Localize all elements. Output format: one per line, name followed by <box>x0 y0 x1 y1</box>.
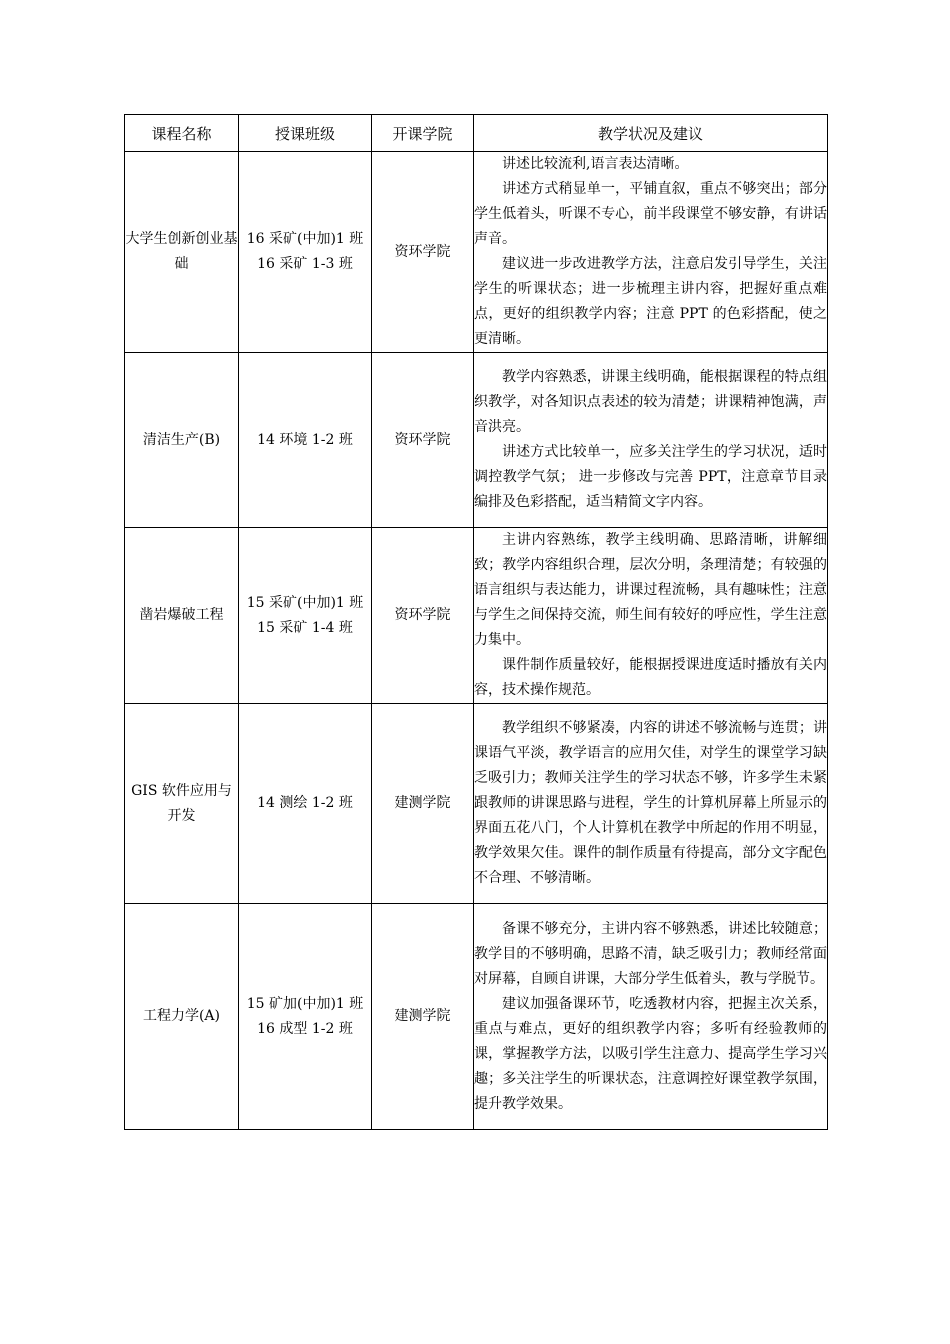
header-course-name: 课程名称 <box>125 115 239 152</box>
comment-paragraph: 主讲内容熟练，教学主线明确、思路清晰，讲解细致；教学内容组织合理，层次分明，条理清楚；有较强的语言组织与表达能力，讲课过程流畅，具有趣味性；注意与学生之间保持交流，师生间有较好的呼应性，学生注意力集中。 <box>474 532 827 648</box>
teaching-evaluation-table <box>124 114 828 1130</box>
comments-cell <box>474 152 828 353</box>
comments-cell <box>474 904 828 1130</box>
classes-cell <box>239 152 372 353</box>
table-row <box>125 353 828 528</box>
header-row <box>125 115 828 152</box>
table-row <box>125 904 828 1130</box>
table-row <box>125 528 828 704</box>
comment-paragraph: 讲述方式稍显单一，平铺直叙，重点不够突出；部分学生低着头，听课不专心，前半段课堂不够安静，有讲话声音。 <box>474 181 827 247</box>
comments-cell <box>474 353 828 528</box>
comment-paragraph: 备课不够充分，主讲内容不够熟悉，讲述比较随意；教学目的不够明确，思路不清，缺乏吸引力；教师经常面对屏幕，自顾自讲课，大部分学生低着头，教与学脱节。 <box>474 920 827 987</box>
classes-cell <box>239 904 372 1130</box>
comment-paragraph: 教学内容熟悉，讲课主线明确，能根据课程的特点组织教学，对各知识点表述的较为清楚；讲课精神饱满，声音洪亮。 <box>474 369 827 435</box>
comment-paragraph: 课件制作质量较好，能根据授课进度适时播放有关内容，技术操作规范。 <box>474 657 827 698</box>
comment-paragraph: 建议进一步改进教学方法，注意启发引导学生，关注学生的听课状态；进一步梳理主讲内容，把握好重点难点，更好的组织教学内容；注意 PPT 的色彩搭配，使之更清晰。 <box>474 256 827 347</box>
comments-cell <box>474 704 828 904</box>
classes-cell <box>239 704 372 904</box>
college-cell: 资环学院 <box>372 528 474 704</box>
class-item: 15 采矿 1-4 班 <box>257 619 353 636</box>
comment-paragraph: 教学组织不够紧凑，内容的讲述不够流畅与连贯；讲课语气平淡，教学语言的应用欠佳，对学生的课堂学习缺乏吸引力；教师关注学生的学习状态不够，许多学生未紧跟教师的讲课思路与进程，学生的计算机屏幕上所显示的界面五花八门，个人计算机在教学中所起的作用不明显，教学效果欠佳。课件的制作质量有待提高，部分文字配色不合理、不够清晰。 <box>474 720 827 886</box>
comment-paragraph: 讲述方式比较单一，应多关注学生的学习状况，适时调控教学气氛； 进一步修改与完善 PPT，注意章节目录编排及色彩搭配，适当精简文字内容。 <box>474 444 827 510</box>
college-cell: 建测学院 <box>372 704 474 904</box>
header-comments: 教学状况及建议 <box>474 115 828 152</box>
header-classes: 授课班级 <box>239 115 372 152</box>
comment-paragraph: 讲述比较流利,语言表达清晰。 <box>502 156 689 172</box>
course-name-cell: 凿岩爆破工程 <box>125 528 239 704</box>
class-item: 14 测绘 1-2 班 <box>257 795 353 811</box>
course-name-cell: 清洁生产(B) <box>125 353 239 528</box>
course-name-cell: GIS 软件应用与开发 <box>125 704 239 904</box>
college-cell: 建测学院 <box>372 904 474 1130</box>
comments-cell <box>474 528 828 704</box>
class-item: 15 采矿(中加)1 班 <box>246 594 364 611</box>
header-college: 开课学院 <box>372 115 474 152</box>
course-name-cell: 大学生创新创业基础 <box>125 152 239 353</box>
class-item: 14 环境 1-2 班 <box>257 431 353 448</box>
course-name-cell: 工程力学(A) <box>125 904 239 1130</box>
class-item: 16 采矿 1-3 班 <box>257 256 353 272</box>
class-item: 15 矿加(中加)1 班 <box>246 995 364 1012</box>
classes-cell <box>239 353 372 528</box>
classes-cell <box>239 528 372 704</box>
college-cell: 资环学院 <box>372 152 474 353</box>
class-item: 16 采矿(中加)1 班 <box>246 231 364 247</box>
table-row <box>125 704 828 904</box>
table-row <box>125 152 828 353</box>
comment-paragraph: 建议加强备课环节，吃透教材内容，把握主次关系，重点与难点，更好的组织教学内容；多听有经验教师的课，掌握教学方法，以吸引学生注意力、提高学生学习兴趣；多关注学生的听课状态，注意调控好课堂教学氛围，提升教学效果。 <box>474 995 827 1112</box>
class-item: 16 成型 1-2 班 <box>257 1020 353 1037</box>
college-cell: 资环学院 <box>372 353 474 528</box>
